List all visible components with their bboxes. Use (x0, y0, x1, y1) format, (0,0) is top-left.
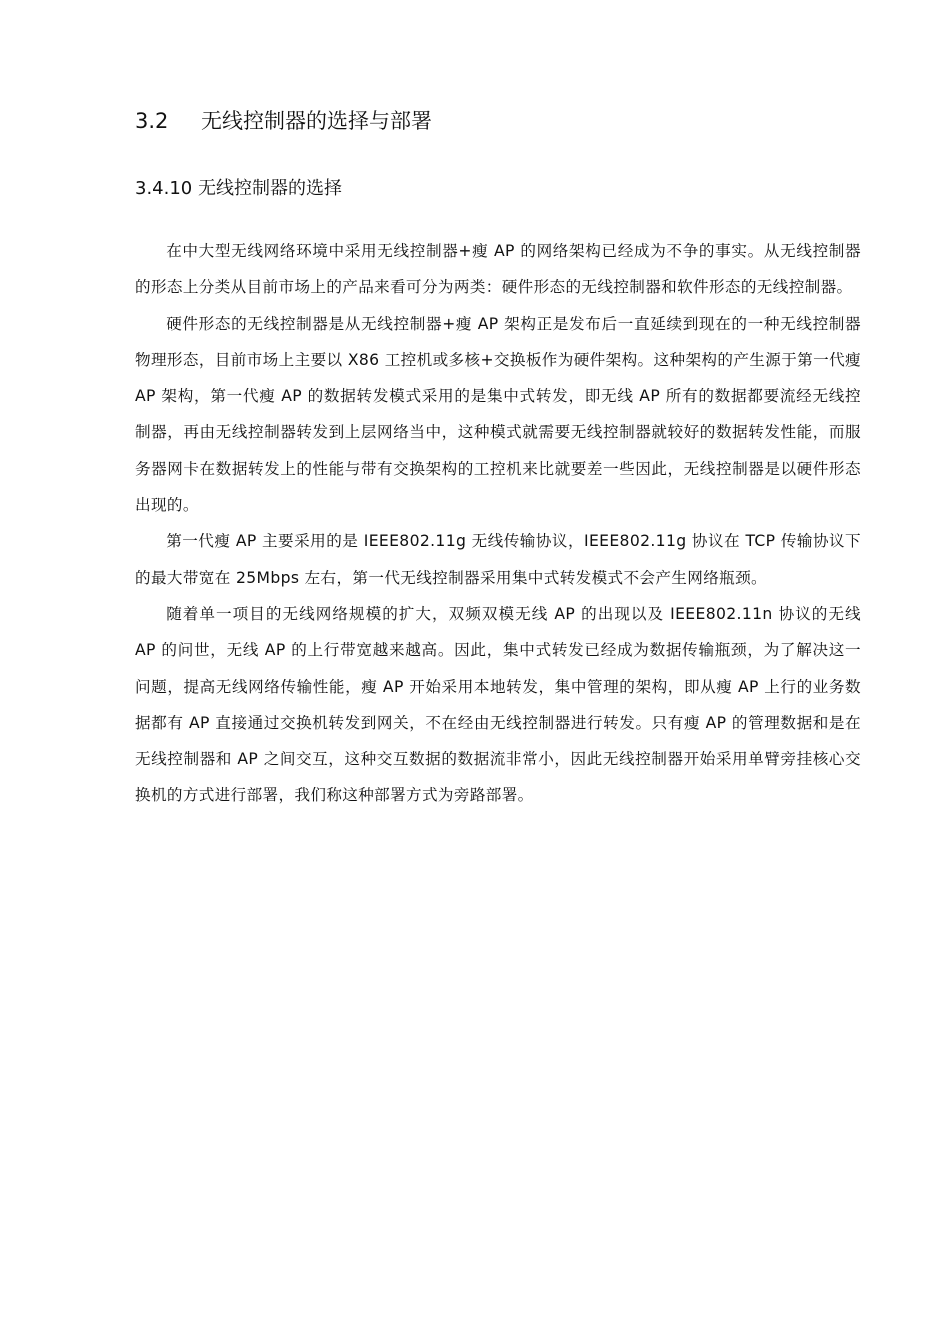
paragraph: 在中大型无线网络环境中采用无线控制器+瘦 AP 的网络架构已经成为不争的事实。从无线控制器的形态上分类从目前市场上的产品来看可分为两类：硬件形态的无线控制器和软件形态的无线控制器。 (135, 242, 861, 297)
paragraph: 随着单一项目的无线网络规模的扩大，双频双模无线 AP 的出现以及 IEEE802.11n 协议的无线 AP 的问世，无线 AP 的上行带宽越来越高。因此，集中式转发已经成为数据传输瓶颈，为了解决这一问题，提高无线网络传输性能，瘦 AP 开始采用本地转发，集中管理的架构，即从瘦 AP 上行的业务数据都有 AP 直接通过交换机转发到网关，不在经由无线控制器进行转发。只有瘦 AP 的管理数据和是在无线控制器和 AP 之间交互，这种交互数据的数据流非常小，因此无线控制器开始采用单臂旁挂核心交换机的方式进行部署，我们称这种部署方式为旁路部署。 (135, 604, 861, 805)
section-title: 无线控制器的选择与部署 (201, 109, 432, 133)
section-heading (135, 106, 432, 136)
paragraph: 硬件形态的无线控制器是从无线控制器+瘦 AP 架构正是发布后一直延续到现在的一种无线控制器物理形态，目前市场上主要以 X86 工控机或多核+交换板作为硬件架构。这种架构的产生源于第一代瘦 AP 架构，第一代瘦 AP 的数据转发模式采用的是集中式转发，即无线 AP 所有的数据都要流经无线控制器，再由无线控制器转发到上层网络当中，这种模式就需要无线控制器就较好的数据转发性能，而服务器网卡在数据转发上的性能与带有交换架构的工控机来比就要差一些因此，无线控制器是以硬件形态出现的。 (135, 314, 861, 515)
subsection-heading: 3.4.10 无线控制器的选择 (135, 178, 342, 199)
paragraph: 第一代瘦 AP 主要采用的是 IEEE802.11g 无线传输协议，IEEE802.11g 协议在 TCP 传输协议下的最大带宽在 25Mbps 左右，第一代无线控制器采用集中式转发模式不会产生网络瓶颈。 (135, 532, 861, 587)
body-text (135, 233, 861, 814)
section-number: 3.2 (135, 109, 169, 133)
